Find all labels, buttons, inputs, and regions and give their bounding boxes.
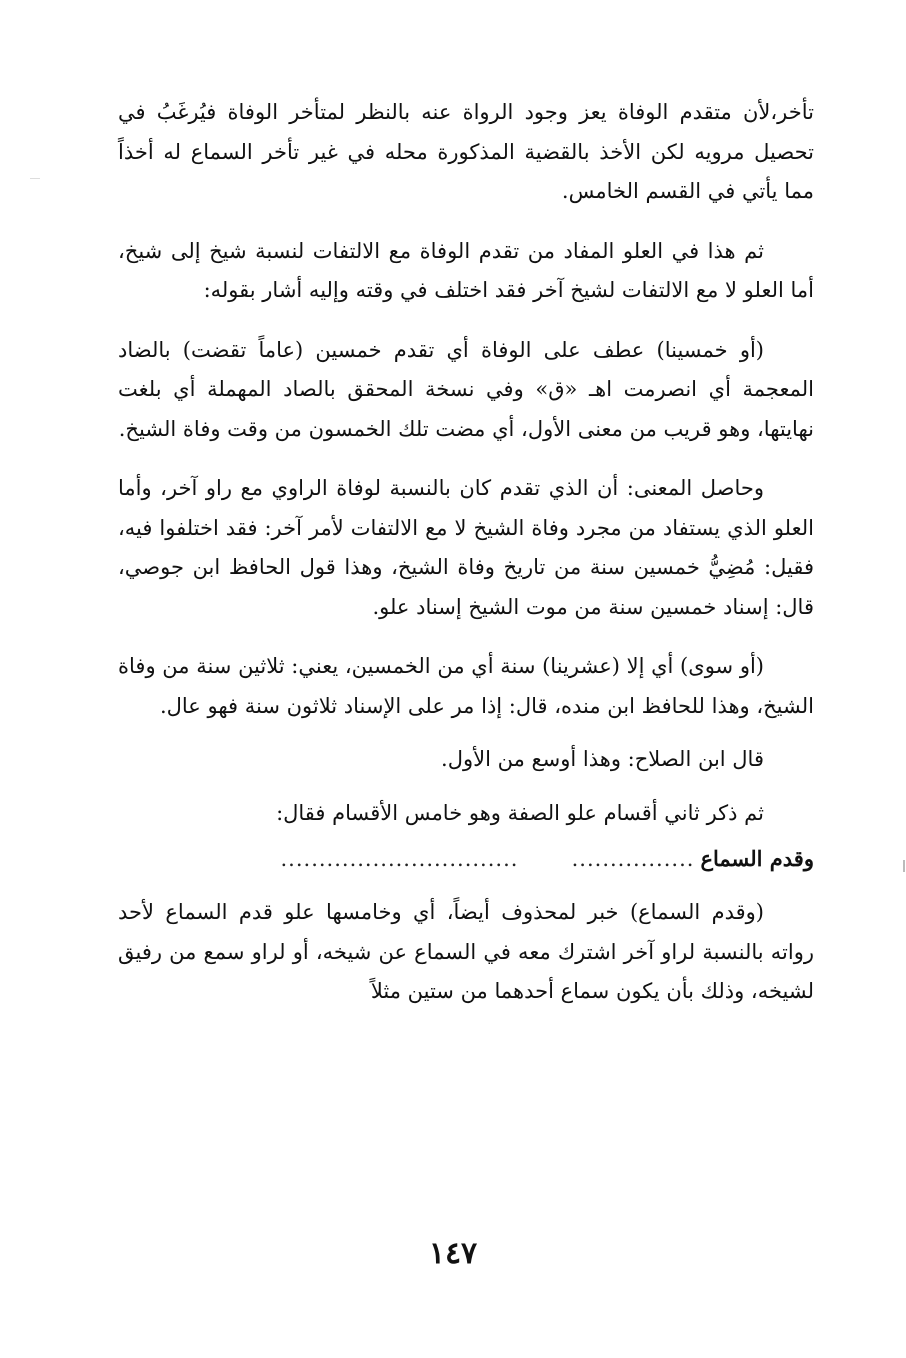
paragraph-2: ثم هذا في العلو المفاد من تقدم الوفاة مع الالتفات لنسبة شيخ إلى شيخ، أما العلو لا مع الالتفات لشيخ آخر فقد اختلف في وقته وإليه أشار بقوله:	[118, 238, 814, 302]
verse-heading-term: وقدم السماع	[700, 846, 814, 871]
paragraph-6: قال ابن الصلاح: وهذا أوسع من الأول.	[441, 747, 764, 771]
verse-dots-first: ................	[571, 847, 695, 871]
left-edge-speck	[30, 178, 40, 179]
paragraph-3: (أو خمسينا) عطف على الوفاة أي تقدم خمسين (عاماً تقضت) بالضاد المعجمة أي انصرمت اهـ «ق» وفي نسخة المحقق بالصاد المهملة أي بلغت نهايتها، وهو قريب من معنى الأول، أي مضت تلك الخمسون من وقت وفاة الشيخ.	[118, 337, 814, 441]
paragraph-final: (وقدم السماع) خبر لمحذوف أيضاً، أي وخامسها علو قدم السماع لأحد رواته بالنسبة لراو آخر اشترك معه في السماع عن شيخه، أو لراو سمع من رفيق لشيخه، وذلك بأن يكون سماع أحدهما من ستين مثلاً	[118, 900, 814, 1003]
body-text	[118, 93, 814, 1012]
paragraph-1: تأخر،لأن متقدم الوفاة يعز وجود الرواة عنه بالنظر لمتأخر الوفاة فيُرغَبُ في تحصيل مرويه لكن الأخذ بالقضية المذكورة محله في غير تأخر السماع له أخذاً مما يأتي في القسم الخامس.	[118, 100, 814, 203]
right-edge-mark	[903, 860, 905, 872]
verse-heading	[118, 839, 814, 879]
paragraph-5: (أو سوى) أي إلا (عشرينا) سنة أي من الخمسين، يعني: ثلاثين سنة من وفاة الشيخ، وهذا للحافظ ابن منده، قال: إذا مر على الإسناد ثلاثون سنة فهو عال.	[118, 654, 814, 718]
verse-dots-second: ...............................	[280, 847, 519, 871]
page-number: ١٤٧	[428, 1236, 478, 1271]
paragraph-7: ثم ذكر ثاني أقسام علو الصفة وهو خامس الأقسام فقال:	[276, 800, 764, 825]
paragraph-4: وحاصل المعنى: أن الذي تقدم كان بالنسبة لوفاة الراوي مع راو آخر، وأما العلو الذي يستفاد من مجرد وفاة الشيخ لا مع الالتفات لأمر آخر: فقد اختلفوا فيه، فقيل: مُضِيُّ خمسين سنة من تاريخ وفاة الشيخ، وهذا قول الحافظ ابن جوصي، قال: إسناد خمسين سنة من موت الشيخ إسناد علو.	[118, 476, 814, 619]
